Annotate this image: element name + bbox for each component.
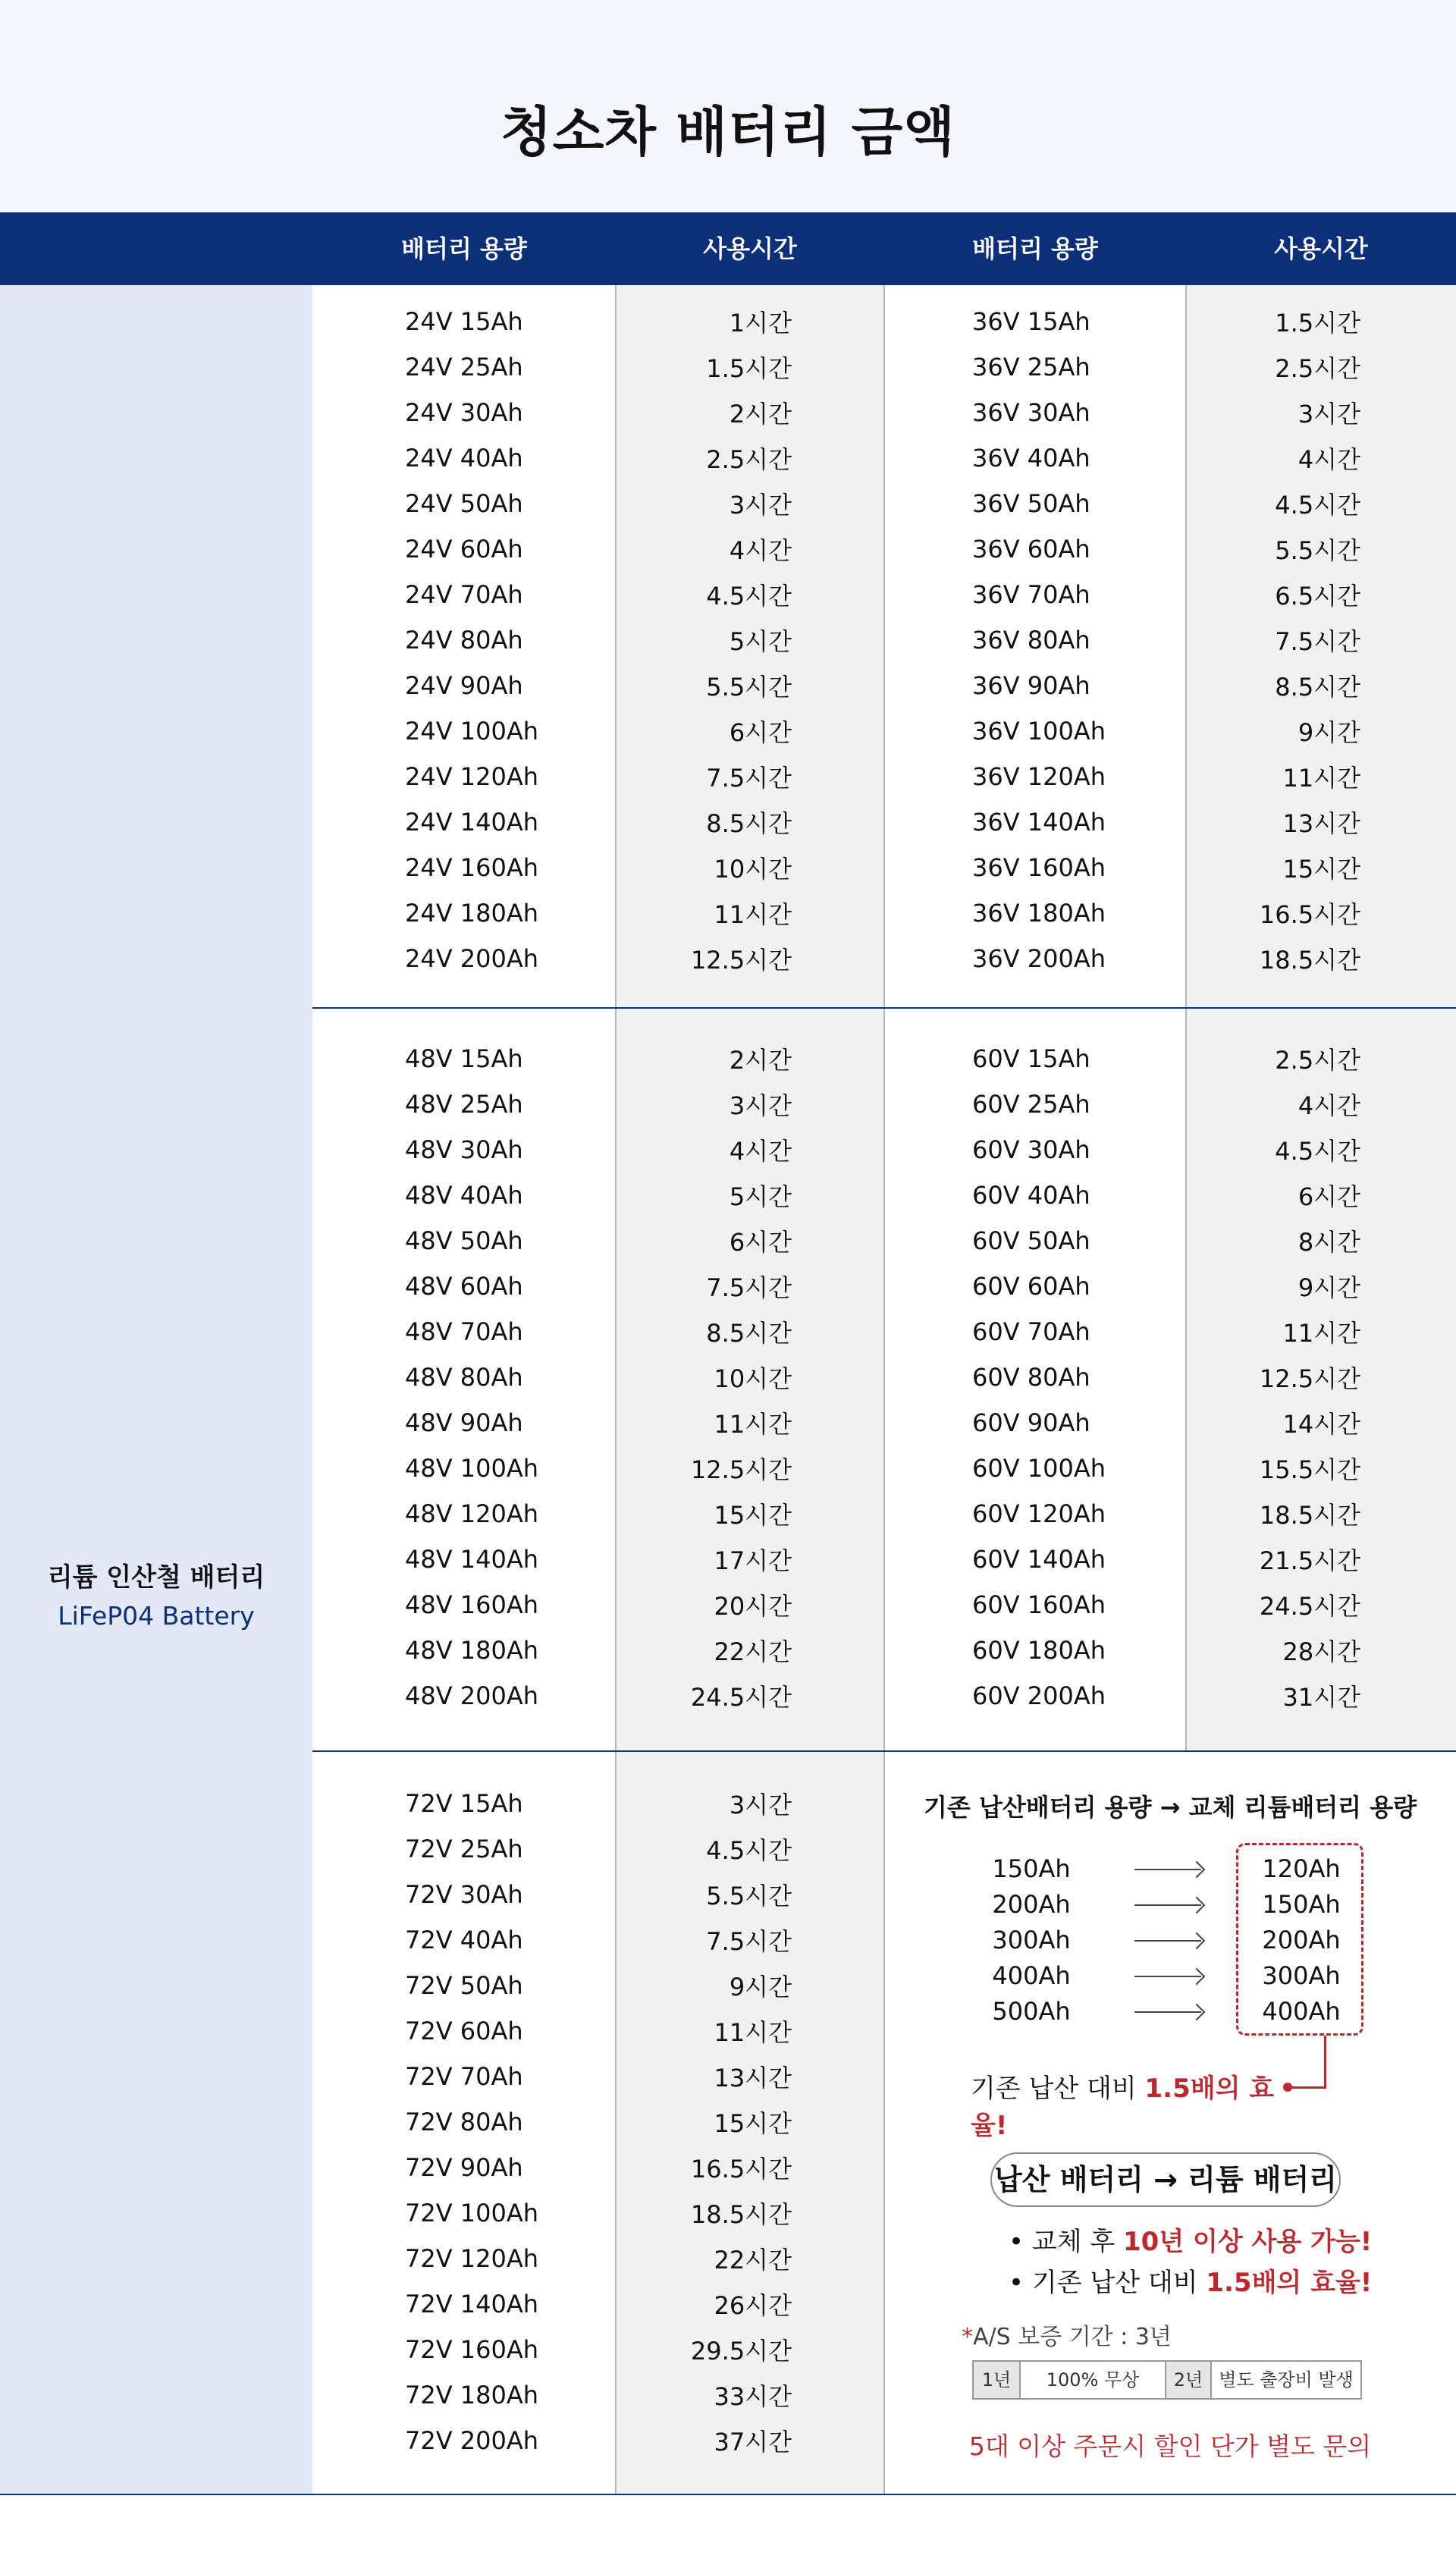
usage-time-cell: 33시간 bbox=[714, 2382, 792, 2411]
capacity-cell: 24V 100Ah bbox=[405, 717, 539, 746]
capacity-cell: 72V 60Ah bbox=[405, 2017, 523, 2045]
usage-time-cell: 21.5시간 bbox=[1259, 1546, 1360, 1575]
header-capacity-1: 배터리 용량 bbox=[401, 234, 527, 263]
capacity-cell: 48V 40Ah bbox=[405, 1181, 523, 1210]
usage-time-cell: 13시간 bbox=[714, 2064, 792, 2092]
as-year1: 1년 bbox=[974, 2362, 1019, 2398]
capacity-cell: 48V 70Ah bbox=[405, 1317, 523, 1346]
capacity-cell: 48V 90Ah bbox=[405, 1408, 523, 1437]
as-year2-desc: 별도 출장비 발생 bbox=[1212, 2362, 1360, 2398]
usage-time-cell: 31시간 bbox=[1282, 1683, 1360, 1712]
usage-time-cell: 5시간 bbox=[729, 627, 792, 656]
usage-time-cell: 1시간 bbox=[729, 309, 792, 337]
lead-to-lithium-pill: 납산 배터리 → 리튬 배터리 bbox=[990, 2152, 1341, 2207]
capacity-cell: 72V 30Ah bbox=[405, 1880, 523, 1909]
connector-line bbox=[1289, 2086, 1326, 2089]
old-capacity: 400Ah bbox=[992, 1961, 1071, 1990]
old-capacity: 150Ah bbox=[992, 1854, 1071, 1883]
capacity-cell: 24V 25Ah bbox=[405, 353, 523, 381]
capacity-cell: 48V 120Ah bbox=[405, 1499, 539, 1528]
usage-time-cell: 15.5시간 bbox=[1259, 1455, 1360, 1484]
old-capacity: 300Ah bbox=[992, 1926, 1071, 1954]
usage-time-cell: 24.5시간 bbox=[690, 1683, 792, 1712]
new-capacity-highlight-box bbox=[1236, 1843, 1363, 2036]
capacity-cell: 48V 50Ah bbox=[405, 1226, 523, 1255]
capacity-cell: 48V 80Ah bbox=[405, 1363, 523, 1392]
usage-time-cell: 4.5시간 bbox=[706, 1836, 792, 1865]
efficiency-highlight: 1.5배의 효율! bbox=[971, 2074, 1275, 2141]
usage-time-cell: 9시간 bbox=[1298, 718, 1360, 747]
usage-time-cell: 11시간 bbox=[714, 900, 792, 929]
arrow-right-icon bbox=[1134, 1869, 1201, 1870]
capacity-cell: 60V 200Ah bbox=[972, 1681, 1106, 1710]
usage-time-cell: 11시간 bbox=[714, 2018, 792, 2047]
as-year2: 2년 bbox=[1166, 2362, 1212, 2398]
capacity-cell: 48V 140Ah bbox=[405, 1545, 539, 1574]
usage-time-cell: 17시간 bbox=[714, 1546, 792, 1575]
capacity-cell: 72V 80Ah bbox=[405, 2108, 523, 2136]
arrow-right-icon bbox=[1134, 1940, 1201, 1942]
conversion-title: 기존 납산배터리 용량 → 교체 리튬배터리 용량 bbox=[923, 1793, 1417, 1822]
capacity-cell: 24V 30Ah bbox=[405, 398, 523, 427]
usage-time-cell: 28시간 bbox=[1282, 1637, 1360, 1666]
as-label-text: A/S 보증 기간 : 3년 bbox=[973, 2324, 1172, 2350]
capacity-cell: 36V 180Ah bbox=[972, 899, 1106, 928]
capacity-cell: 60V 30Ah bbox=[972, 1135, 1090, 1164]
capacity-cell: 60V 120Ah bbox=[972, 1499, 1106, 1528]
usage-time-cell: 1.5시간 bbox=[706, 354, 792, 383]
header-usage-1: 사용시간 bbox=[703, 234, 797, 263]
bullet-highlight: 10년 이상 사용 가능! bbox=[1123, 2227, 1373, 2257]
usage-time-cell: 5.5시간 bbox=[1275, 536, 1360, 565]
capacity-cell: 60V 100Ah bbox=[972, 1454, 1106, 1483]
usage-time-cell: 4.5시간 bbox=[1275, 491, 1360, 520]
arrow-right-icon bbox=[1134, 2011, 1201, 2013]
capacity-cell: 72V 160Ah bbox=[405, 2335, 539, 2364]
capacity-cell: 48V 100Ah bbox=[405, 1454, 539, 1483]
arrow-right-icon bbox=[1134, 1904, 1201, 1906]
new-capacity: 150Ah bbox=[1262, 1890, 1341, 1919]
usage-time-cell: 11시간 bbox=[714, 1410, 792, 1439]
old-capacity: 500Ah bbox=[992, 1997, 1071, 2026]
usage-time-cell: 8.5시간 bbox=[1275, 673, 1360, 702]
capacity-cell: 48V 25Ah bbox=[405, 1090, 523, 1119]
capacity-cell: 24V 70Ah bbox=[405, 580, 523, 609]
usage-time-cell: 5시간 bbox=[729, 1182, 792, 1211]
capacity-cell: 72V 120Ah bbox=[405, 2244, 539, 2273]
table-header bbox=[0, 212, 1456, 285]
usage-time-cell: 7.5시간 bbox=[706, 1927, 792, 1956]
as-warranty-table bbox=[972, 2360, 1362, 2400]
usage-time-cell: 15시간 bbox=[1282, 855, 1360, 884]
capacity-cell: 24V 140Ah bbox=[405, 808, 539, 837]
table-bottom-line bbox=[0, 2494, 1456, 2495]
capacity-cell: 36V 50Ah bbox=[972, 489, 1090, 518]
usage-time-cell: 18.5시간 bbox=[1259, 1501, 1360, 1530]
usage-time-cell: 8시간 bbox=[1298, 1228, 1360, 1257]
usage-time-cell: 8.5시간 bbox=[706, 809, 792, 838]
usage-time-cell: 3시간 bbox=[729, 1091, 792, 1120]
capacity-cell: 72V 90Ah bbox=[405, 2153, 523, 2182]
capacity-cell: 36V 160Ah bbox=[972, 853, 1106, 882]
usage-time-cell: 14시간 bbox=[1282, 1410, 1360, 1439]
usage-time-cell: 3시간 bbox=[1298, 400, 1360, 429]
usage-time-cell: 16.5시간 bbox=[1259, 900, 1360, 929]
capacity-cell: 60V 15Ah bbox=[972, 1044, 1090, 1073]
capacity-cell: 36V 30Ah bbox=[972, 398, 1090, 427]
capacity-cell: 36V 140Ah bbox=[972, 808, 1106, 837]
capacity-cell: 36V 100Ah bbox=[972, 717, 1106, 746]
usage-time-cell: 16.5시간 bbox=[690, 2155, 792, 2183]
side-panel bbox=[0, 285, 312, 2495]
new-capacity: 120Ah bbox=[1262, 1854, 1341, 1883]
bullet-prefix: • 기존 납산 대비 bbox=[1009, 2268, 1207, 2298]
usage-time-cell: 24.5시간 bbox=[1259, 1592, 1360, 1621]
capacity-cell: 36V 200Ah bbox=[972, 944, 1106, 973]
usage-time-cell: 9시간 bbox=[1298, 1273, 1360, 1302]
capacity-cell: 36V 40Ah bbox=[972, 444, 1090, 472]
capacity-cell: 72V 140Ah bbox=[405, 2290, 539, 2318]
capacity-cell: 60V 50Ah bbox=[972, 1226, 1090, 1255]
capacity-cell: 72V 40Ah bbox=[405, 1926, 523, 1954]
capacity-cell: 36V 15Ah bbox=[972, 307, 1090, 336]
usage-time-cell: 37시간 bbox=[714, 2428, 792, 2457]
usage-time-cell: 8.5시간 bbox=[706, 1319, 792, 1348]
capacity-cell: 24V 120Ah bbox=[405, 762, 539, 791]
capacity-cell: 60V 80Ah bbox=[972, 1363, 1090, 1392]
usage-time-cell: 3시간 bbox=[729, 1791, 792, 1819]
usage-time-cell: 22시간 bbox=[714, 2246, 792, 2274]
usage-time-cell: 4시간 bbox=[729, 1137, 792, 1166]
usage-time-cell: 22시간 bbox=[714, 1637, 792, 1666]
capacity-cell: 36V 25Ah bbox=[972, 353, 1090, 381]
capacity-cell: 24V 40Ah bbox=[405, 444, 523, 472]
usage-time-cell: 5.5시간 bbox=[706, 1882, 792, 1910]
capacity-cell: 60V 90Ah bbox=[972, 1408, 1090, 1437]
capacity-cell: 60V 160Ah bbox=[972, 1590, 1106, 1619]
usage-time-cell: 2.5시간 bbox=[706, 445, 792, 474]
new-capacity: 400Ah bbox=[1262, 1997, 1341, 2026]
usage-time-cell: 4시간 bbox=[1298, 1091, 1360, 1120]
capacity-cell: 36V 70Ah bbox=[972, 580, 1090, 609]
capacity-cell: 24V 60Ah bbox=[405, 535, 523, 564]
capacity-cell: 72V 180Ah bbox=[405, 2381, 539, 2409]
usage-time-cell: 11시간 bbox=[1282, 1319, 1360, 1348]
new-capacity: 200Ah bbox=[1262, 1926, 1341, 1954]
capacity-cell: 24V 90Ah bbox=[405, 671, 523, 700]
usage-time-cell: 3시간 bbox=[729, 491, 792, 520]
new-capacity: 300Ah bbox=[1262, 1961, 1341, 1990]
battery-type-en: LiFeP04 Battery bbox=[58, 1601, 255, 1631]
usage-time-cell: 7.5시간 bbox=[1275, 627, 1360, 656]
battery-type-label bbox=[0, 1556, 312, 1631]
section-divider bbox=[312, 1007, 1456, 1009]
usage-time-cell: 6시간 bbox=[729, 1228, 792, 1257]
capacity-cell: 72V 100Ah bbox=[405, 2199, 539, 2227]
usage-time-cell: 6시간 bbox=[1298, 1182, 1360, 1211]
old-capacity: 200Ah bbox=[992, 1890, 1071, 1919]
usage-time-cell: 15시간 bbox=[714, 2109, 792, 2138]
capacity-cell: 24V 180Ah bbox=[405, 899, 539, 928]
benefit-bullet bbox=[1009, 2262, 1433, 2299]
usage-time-cell: 12.5시간 bbox=[690, 946, 792, 975]
usage-time-cell: 4.5시간 bbox=[1275, 1137, 1360, 1166]
usage-time-cell: 10시간 bbox=[714, 855, 792, 884]
section-divider bbox=[312, 1750, 1456, 1752]
capacity-cell: 60V 70Ah bbox=[972, 1317, 1090, 1346]
usage-time-cell: 18.5시간 bbox=[1259, 946, 1360, 975]
capacity-cell: 72V 15Ah bbox=[405, 1789, 523, 1818]
connector-line bbox=[1324, 2036, 1326, 2089]
capacity-cell: 48V 200Ah bbox=[405, 1681, 539, 1710]
as-star: * bbox=[962, 2324, 973, 2350]
capacity-cell: 60V 140Ah bbox=[972, 1545, 1106, 1574]
bulk-order-note: 5대 이상 주문시 할인 단가 별도 문의 bbox=[968, 2431, 1372, 2461]
col-divider bbox=[883, 285, 885, 2494]
usage-time-cell: 13시간 bbox=[1282, 809, 1360, 838]
usage-time-cell: 2.5시간 bbox=[1275, 1046, 1360, 1075]
usage-time-cell: 9시간 bbox=[729, 1973, 792, 2001]
usage-time-cell: 20시간 bbox=[714, 1592, 792, 1621]
capacity-cell: 72V 25Ah bbox=[405, 1835, 523, 1863]
usage-time-cell: 12.5시간 bbox=[1259, 1364, 1360, 1393]
capacity-cell: 36V 90Ah bbox=[972, 671, 1090, 700]
usage-time-cell: 2시간 bbox=[729, 1046, 792, 1075]
capacity-cell: 48V 180Ah bbox=[405, 1636, 539, 1665]
as-warranty-label bbox=[962, 2318, 1265, 2351]
capacity-cell: 48V 15Ah bbox=[405, 1044, 523, 1073]
efficiency-note bbox=[971, 2067, 1289, 2142]
capacity-cell: 60V 60Ah bbox=[972, 1272, 1090, 1301]
usage-time-cell: 4시간 bbox=[1298, 445, 1360, 474]
header-usage-2: 사용시간 bbox=[1274, 234, 1368, 263]
usage-time-cell: 4.5시간 bbox=[706, 582, 792, 611]
capacity-cell: 36V 80Ah bbox=[972, 626, 1090, 655]
usage-time-cell: 2시간 bbox=[729, 400, 792, 429]
capacity-cell: 48V 30Ah bbox=[405, 1135, 523, 1164]
arrow-right-icon bbox=[1134, 1976, 1201, 1977]
usage-time-cell: 12.5시간 bbox=[690, 1455, 792, 1484]
capacity-cell: 60V 25Ah bbox=[972, 1090, 1090, 1119]
usage-time-cell: 15시간 bbox=[714, 1501, 792, 1530]
usage-time-cell: 29.5시간 bbox=[690, 2337, 792, 2366]
capacity-cell: 72V 200Ah bbox=[405, 2426, 539, 2455]
capacity-cell: 60V 180Ah bbox=[972, 1636, 1106, 1665]
usage-time-cell: 6.5시간 bbox=[1275, 582, 1360, 611]
capacity-cell: 72V 70Ah bbox=[405, 2062, 523, 2091]
benefit-bullet bbox=[1009, 2221, 1433, 2258]
usage-time-cell: 5.5시간 bbox=[706, 673, 792, 702]
usage-time-cell: 7.5시간 bbox=[706, 764, 792, 793]
bullet-prefix: • 교체 후 bbox=[1009, 2227, 1124, 2257]
capacity-cell: 24V 160Ah bbox=[405, 853, 539, 882]
capacity-cell: 48V 60Ah bbox=[405, 1272, 523, 1301]
usage-time-cell: 11시간 bbox=[1282, 764, 1360, 793]
capacity-cell: 72V 50Ah bbox=[405, 1971, 523, 2000]
capacity-cell: 48V 160Ah bbox=[405, 1590, 539, 1619]
usage-time-cell: 6시간 bbox=[729, 718, 792, 747]
capacity-cell: 24V 200Ah bbox=[405, 944, 539, 973]
bullet-highlight: 1.5배의 효율! bbox=[1206, 2268, 1373, 2298]
capacity-cell: 24V 50Ah bbox=[405, 489, 523, 518]
capacity-cell: 24V 15Ah bbox=[405, 307, 523, 336]
efficiency-prefix: 기존 납산 대비 bbox=[971, 2074, 1145, 2104]
capacity-cell: 36V 120Ah bbox=[972, 762, 1106, 791]
as-year1-desc: 100% 무상 bbox=[1019, 2362, 1166, 2398]
usage-time-cell: 2.5시간 bbox=[1275, 354, 1360, 383]
capacity-cell: 24V 80Ah bbox=[405, 626, 523, 655]
page-title: 청소차 배터리 금액 bbox=[500, 101, 956, 163]
usage-time-cell: 26시간 bbox=[714, 2291, 792, 2320]
usage-time-cell: 18.5시간 bbox=[690, 2200, 792, 2229]
capacity-cell: 60V 40Ah bbox=[972, 1181, 1090, 1210]
usage-time-cell: 4시간 bbox=[729, 536, 792, 565]
capacity-cell: 36V 60Ah bbox=[972, 535, 1090, 564]
usage-time-cell: 10시간 bbox=[714, 1364, 792, 1393]
usage-time-cell: 1.5시간 bbox=[1275, 309, 1360, 337]
usage-time-cell: 7.5시간 bbox=[706, 1273, 792, 1302]
battery-type-ko: 리튬 인산철 배터리 bbox=[47, 1562, 265, 1593]
header-capacity-2: 배터리 용량 bbox=[972, 234, 1098, 263]
